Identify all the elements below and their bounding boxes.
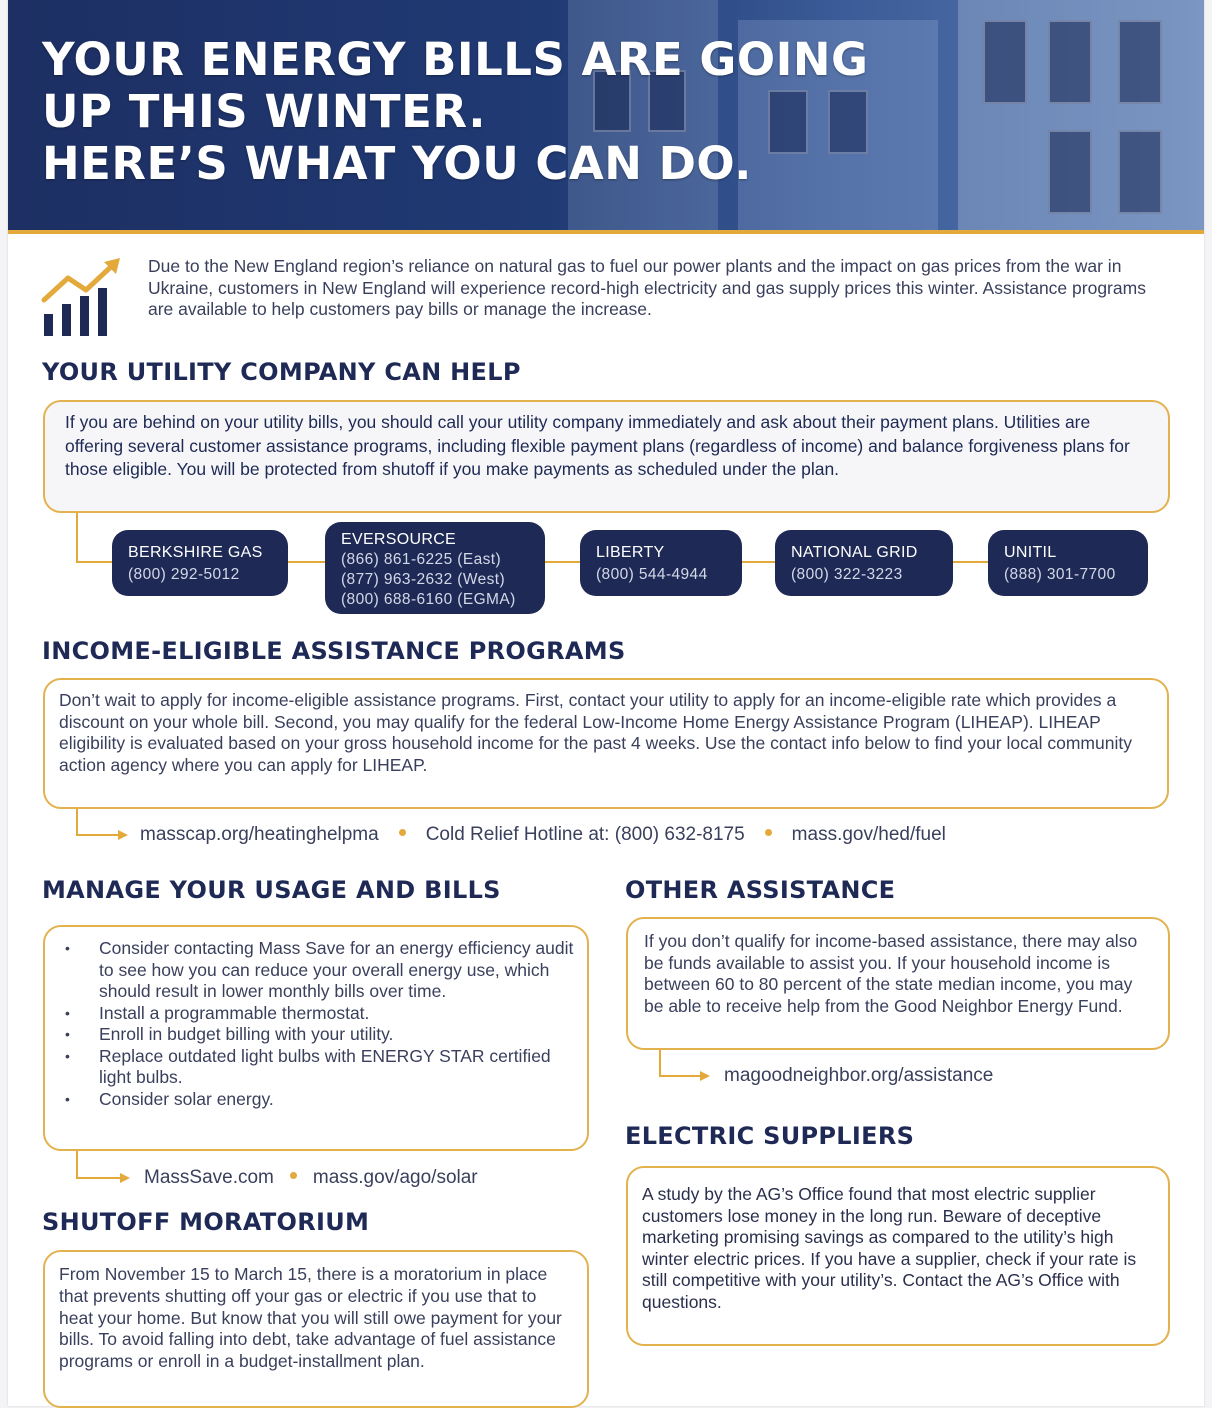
masssave-link[interactable]: MassSave.com [144, 1167, 274, 1188]
utility-card-national-grid[interactable] [775, 530, 953, 596]
shutoff-heading: SHUTOFF MORATORIUM [42, 1208, 370, 1236]
arrow-icon [118, 830, 128, 840]
utility-body: If you are behind on your utility bills, you should call your utility company immediately and ask about their payment plans. Utilities are offering several customer assistance programs, including flexible payment plans (regardless of income) and balance forgiveness plans for those eligible. You will be protected from shutoff if you make payments as scheduled under the plan. [65, 412, 1130, 479]
intro-paragraph: Due to the New England region’s reliance on natural gas to fuel our power plants and the impact on gas prices from the war in Ukraine, customers in New England will experience record-high electricity and gas supply prices this winter. Assistance programs are available to help customers pay bills or manage the increase. [148, 256, 1146, 319]
utility-phone[interactable]: (800) 322-3223 [791, 566, 903, 583]
shutoff-info-box [43, 1250, 589, 1408]
utility-phone[interactable]: (888) 301-7700 [1004, 566, 1116, 583]
tips-list [51, 938, 575, 1110]
manage-heading: MANAGE YOUR USAGE AND BILLS [42, 876, 501, 904]
page-title: YOUR ENERGY BILLS ARE GOING UP THIS WINTER. HERE’S WHAT YOU CAN DO. [42, 33, 869, 190]
utility-name: NATIONAL GRID [791, 544, 918, 561]
income-info-box [43, 678, 1169, 809]
tip-item: • Enroll in budget billing with your utility. [51, 1024, 575, 1046]
utility-name: EVERSOURCE [341, 531, 457, 548]
utility-phone[interactable]: (800) 544-4944 [596, 566, 708, 583]
suppliers-body: A study by the AG’s Office found that most electric supplier customers lose money in the long run. Beware of deceptive marketing promising savings as compared to the utility’s high winter electric prices. If you have a supplier, check if your rate is still competitive with your utility’s. Contact the AG’s Office with questions. [642, 1184, 1137, 1312]
other-heading: OTHER ASSISTANCE [625, 876, 896, 904]
utility-name: BERKSHIRE GAS [128, 544, 263, 561]
arrow-icon [700, 1071, 710, 1081]
suppliers-info-box [626, 1166, 1170, 1346]
tip-item: • Consider solar energy. [51, 1089, 575, 1111]
shutoff-body: From November 15 to March 15, there is a moratorium in place that prevents shutting off your gas or electric if you use that to heat your home. But know that you will still owe payment for your bills. To avoid falling into debt, take advantage of fuel assistance programs or enroll in a budget-installment plan. [59, 1264, 562, 1372]
utility-card-berkshire-gas[interactable] [112, 530, 288, 596]
other-links [724, 1065, 993, 1087]
utility-card-eversource[interactable] [325, 522, 545, 614]
mass-gov-solar-link[interactable]: mass.gov/ago/solar [312, 1167, 478, 1188]
utility-name: LIBERTY [596, 544, 665, 561]
separator-dot [765, 829, 772, 836]
other-connector [659, 1050, 661, 1077]
manage-links [144, 1167, 478, 1189]
suppliers-heading: ELECTRIC SUPPLIERS [625, 1122, 915, 1150]
cold-relief-hotline[interactable]: Cold Relief Hotline at: (800) 632-8175 [425, 824, 745, 845]
separator-dot [290, 1172, 297, 1179]
income-links [140, 824, 946, 846]
manage-tips-box [43, 925, 589, 1151]
manage-connector [76, 1151, 78, 1179]
good-neighbor-link[interactable]: magoodneighbor.org/assistance [724, 1065, 994, 1086]
utility-connector [76, 513, 78, 563]
masscap-link[interactable]: masscap.org/heatinghelpma [140, 824, 379, 845]
other-body: If you don’t qualify for income-based assistance, there may also be funds available to assist you. If your household income is between 60 to 80 percent of the state median income, you may be able to receive help from the Good Neighbor Energy Fund. [644, 931, 1138, 1016]
manage-connector-horizontal [76, 1177, 122, 1179]
utility-name: UNITIL [1004, 544, 1057, 561]
other-connector-horizontal [659, 1075, 701, 1077]
rising-bar-chart-icon [40, 256, 124, 340]
utility-info-box [43, 400, 1170, 513]
tip-item: • Replace outdated light bulbs with ENERGY STAR certified light bulbs. [51, 1046, 575, 1089]
utility-phone[interactable]: (800) 688-6160 (EGMA) [341, 591, 516, 608]
utility-phone[interactable]: (866) 861-6225 (East) [341, 551, 502, 568]
income-body: Don’t wait to apply for income-eligible assistance programs. First, contact your utility to apply for an income-eligible rate which provides a discount on your whole bill. Second, you may qualify for the federal Low-Income Home Energy Assistance Program (LIHEAP). LIHEAP eligibility is evaluated based on your gross household income for the past 4 weeks. Use the contact info below to find your local community action agency where you can apply for LIHEAP. [59, 690, 1132, 775]
income-connector-horizontal [76, 834, 120, 836]
separator-dot [399, 829, 406, 836]
utility-phone[interactable]: (800) 292-5012 [128, 566, 240, 583]
utility-heading: YOUR UTILITY COMPANY CAN HELP [42, 358, 521, 386]
other-info-box [626, 917, 1170, 1050]
tip-item: • Consider contacting Mass Save for an energy efficiency audit to see how you can reduce your overall energy use, which should result in lower monthly bills over time. [51, 938, 575, 1003]
utility-card-unitil[interactable] [988, 530, 1148, 596]
header-banner [8, 0, 1204, 232]
utility-card-liberty[interactable] [580, 530, 742, 596]
header-divider [8, 230, 1204, 234]
arrow-icon [120, 1173, 130, 1183]
income-heading: INCOME-ELIGIBLE ASSISTANCE PROGRAMS [42, 637, 626, 665]
income-connector [76, 809, 78, 836]
mass-gov-fuel-link[interactable]: mass.gov/hed/fuel [791, 824, 946, 845]
tip-item: • Install a programmable thermostat. [51, 1003, 575, 1025]
utility-phone[interactable]: (877) 963-2632 (West) [341, 571, 506, 588]
